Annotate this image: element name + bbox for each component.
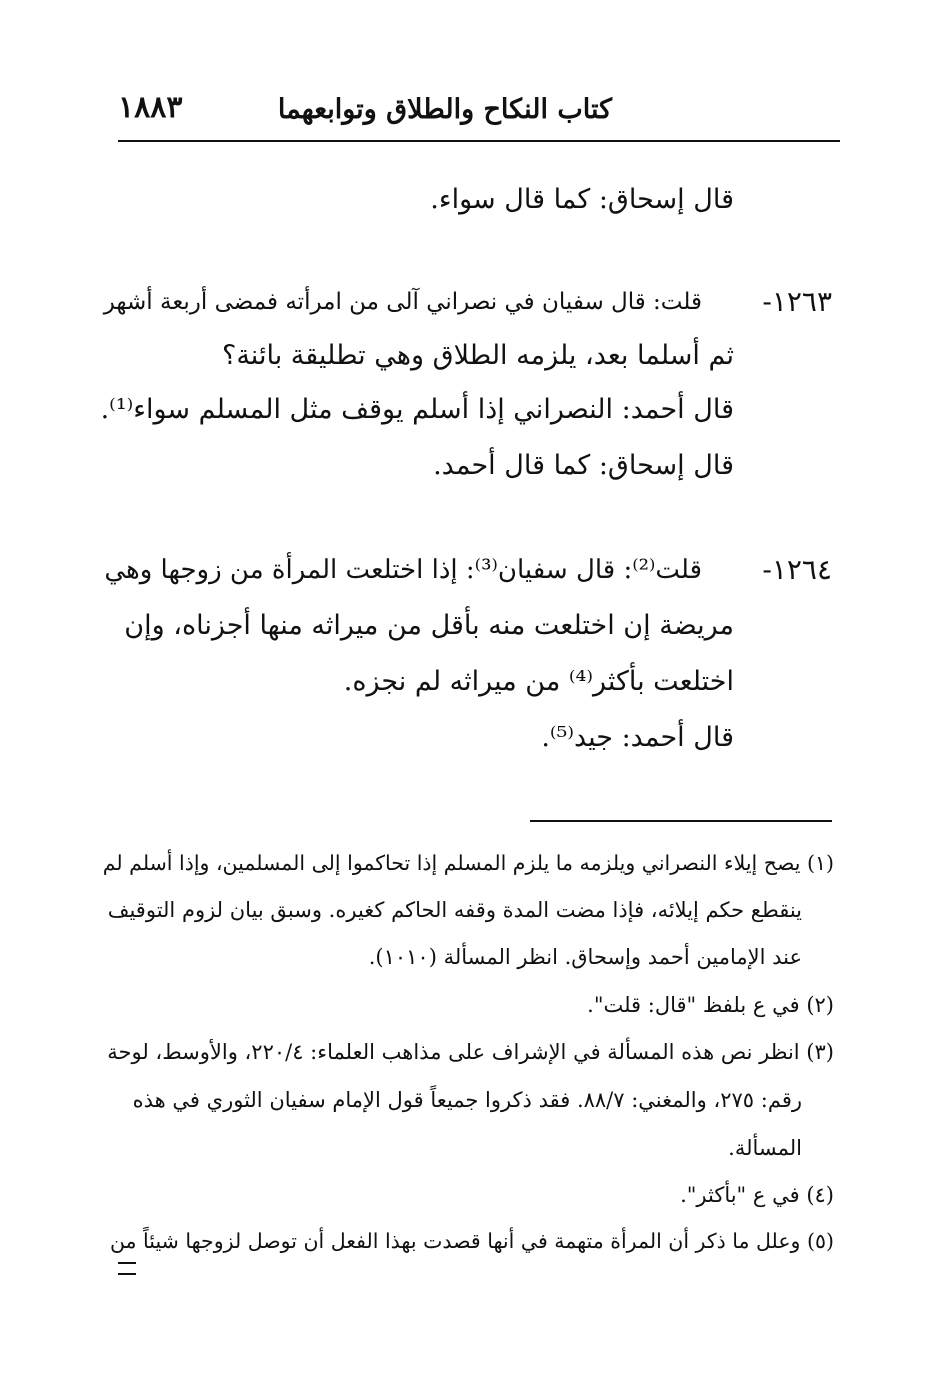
body-line: قال أحمد: جيد⁽⁵⁾. xyxy=(541,722,734,753)
footnote-line: عند الإمامين أحمد وإسحاق. انظر المسألة (١٠١٠). xyxy=(368,945,802,969)
issue-number-1263: ١٢٦٣- xyxy=(762,285,832,318)
header-rule xyxy=(118,140,840,142)
footnote-line: (٢) في ع بلفظ "قال: قلت". xyxy=(587,993,834,1017)
footnote-line: رقم: ٢٧٥، والمغني: ٨٨/٧. فقد ذكروا جميعاً قول الإمام سفيان الثوري في هذه xyxy=(132,1088,802,1112)
footnote-line: (١) يصح إيلاء النصراني ويلزمه ما يلزم المسلم إذا تحاكموا إلى المسلمين، وإذا أسلم لم xyxy=(102,851,834,875)
footnote-line: المسألة. xyxy=(728,1136,802,1160)
body-line: قال أحمد: النصراني إذا أسلم يوقف مثل المسلم سواء⁽¹⁾. xyxy=(100,394,734,425)
footnote-line: (٥) وعلل ما ذكر أن المرأة متهمة في أنها قصدت بهذا الفعل أن توصل لزوجها شيئاً من xyxy=(109,1229,834,1253)
footnote-line: (٤) في ع "بأكثر". xyxy=(680,1183,834,1207)
body-line: قلت: قال سفيان في نصراني آلى من امرأته فمضى أربعة أشهر xyxy=(103,289,702,315)
footnote-line: ينقطع حكم إيلائه، فإذا مضت المدة وقفه الحاكم كغيره. وسبق بيان لزوم التوقيف xyxy=(107,898,802,922)
issue-number-1264: ١٢٦٤- xyxy=(762,553,832,586)
body-line: قال إسحاق: كما قال سواء. xyxy=(430,184,734,215)
body-line: قلت⁽²⁾: قال سفيان⁽³⁾: إذا اختلعت المرأة من زوجها وهي xyxy=(104,555,702,585)
body-line: مريضة إن اختلعت منه بأقل من ميراثه منها أجزناه، وإن xyxy=(124,610,734,641)
running-header-title: كتاب النكاح والطلاق وتوابعهما xyxy=(277,94,612,125)
body-line: قال إسحاق: كما قال أحمد. xyxy=(433,450,734,481)
page-number: ١٨٨٣ xyxy=(118,90,183,125)
footnote-rule xyxy=(530,820,832,822)
body-line: اختلعت بأكثر⁽⁴⁾ من ميراثه لم نجزه. xyxy=(343,666,734,697)
body-line: ثم أسلما بعد، يلزمه الطلاق وهي تطليقة بائنة؟ xyxy=(222,340,734,371)
footnote-line: (٣) انظر نص هذه المسألة في الإشراف على مذاهب العلماء: ٢٢٠/٤، والأوسط، لوحة xyxy=(107,1040,834,1064)
continuation-mark xyxy=(118,1262,136,1275)
